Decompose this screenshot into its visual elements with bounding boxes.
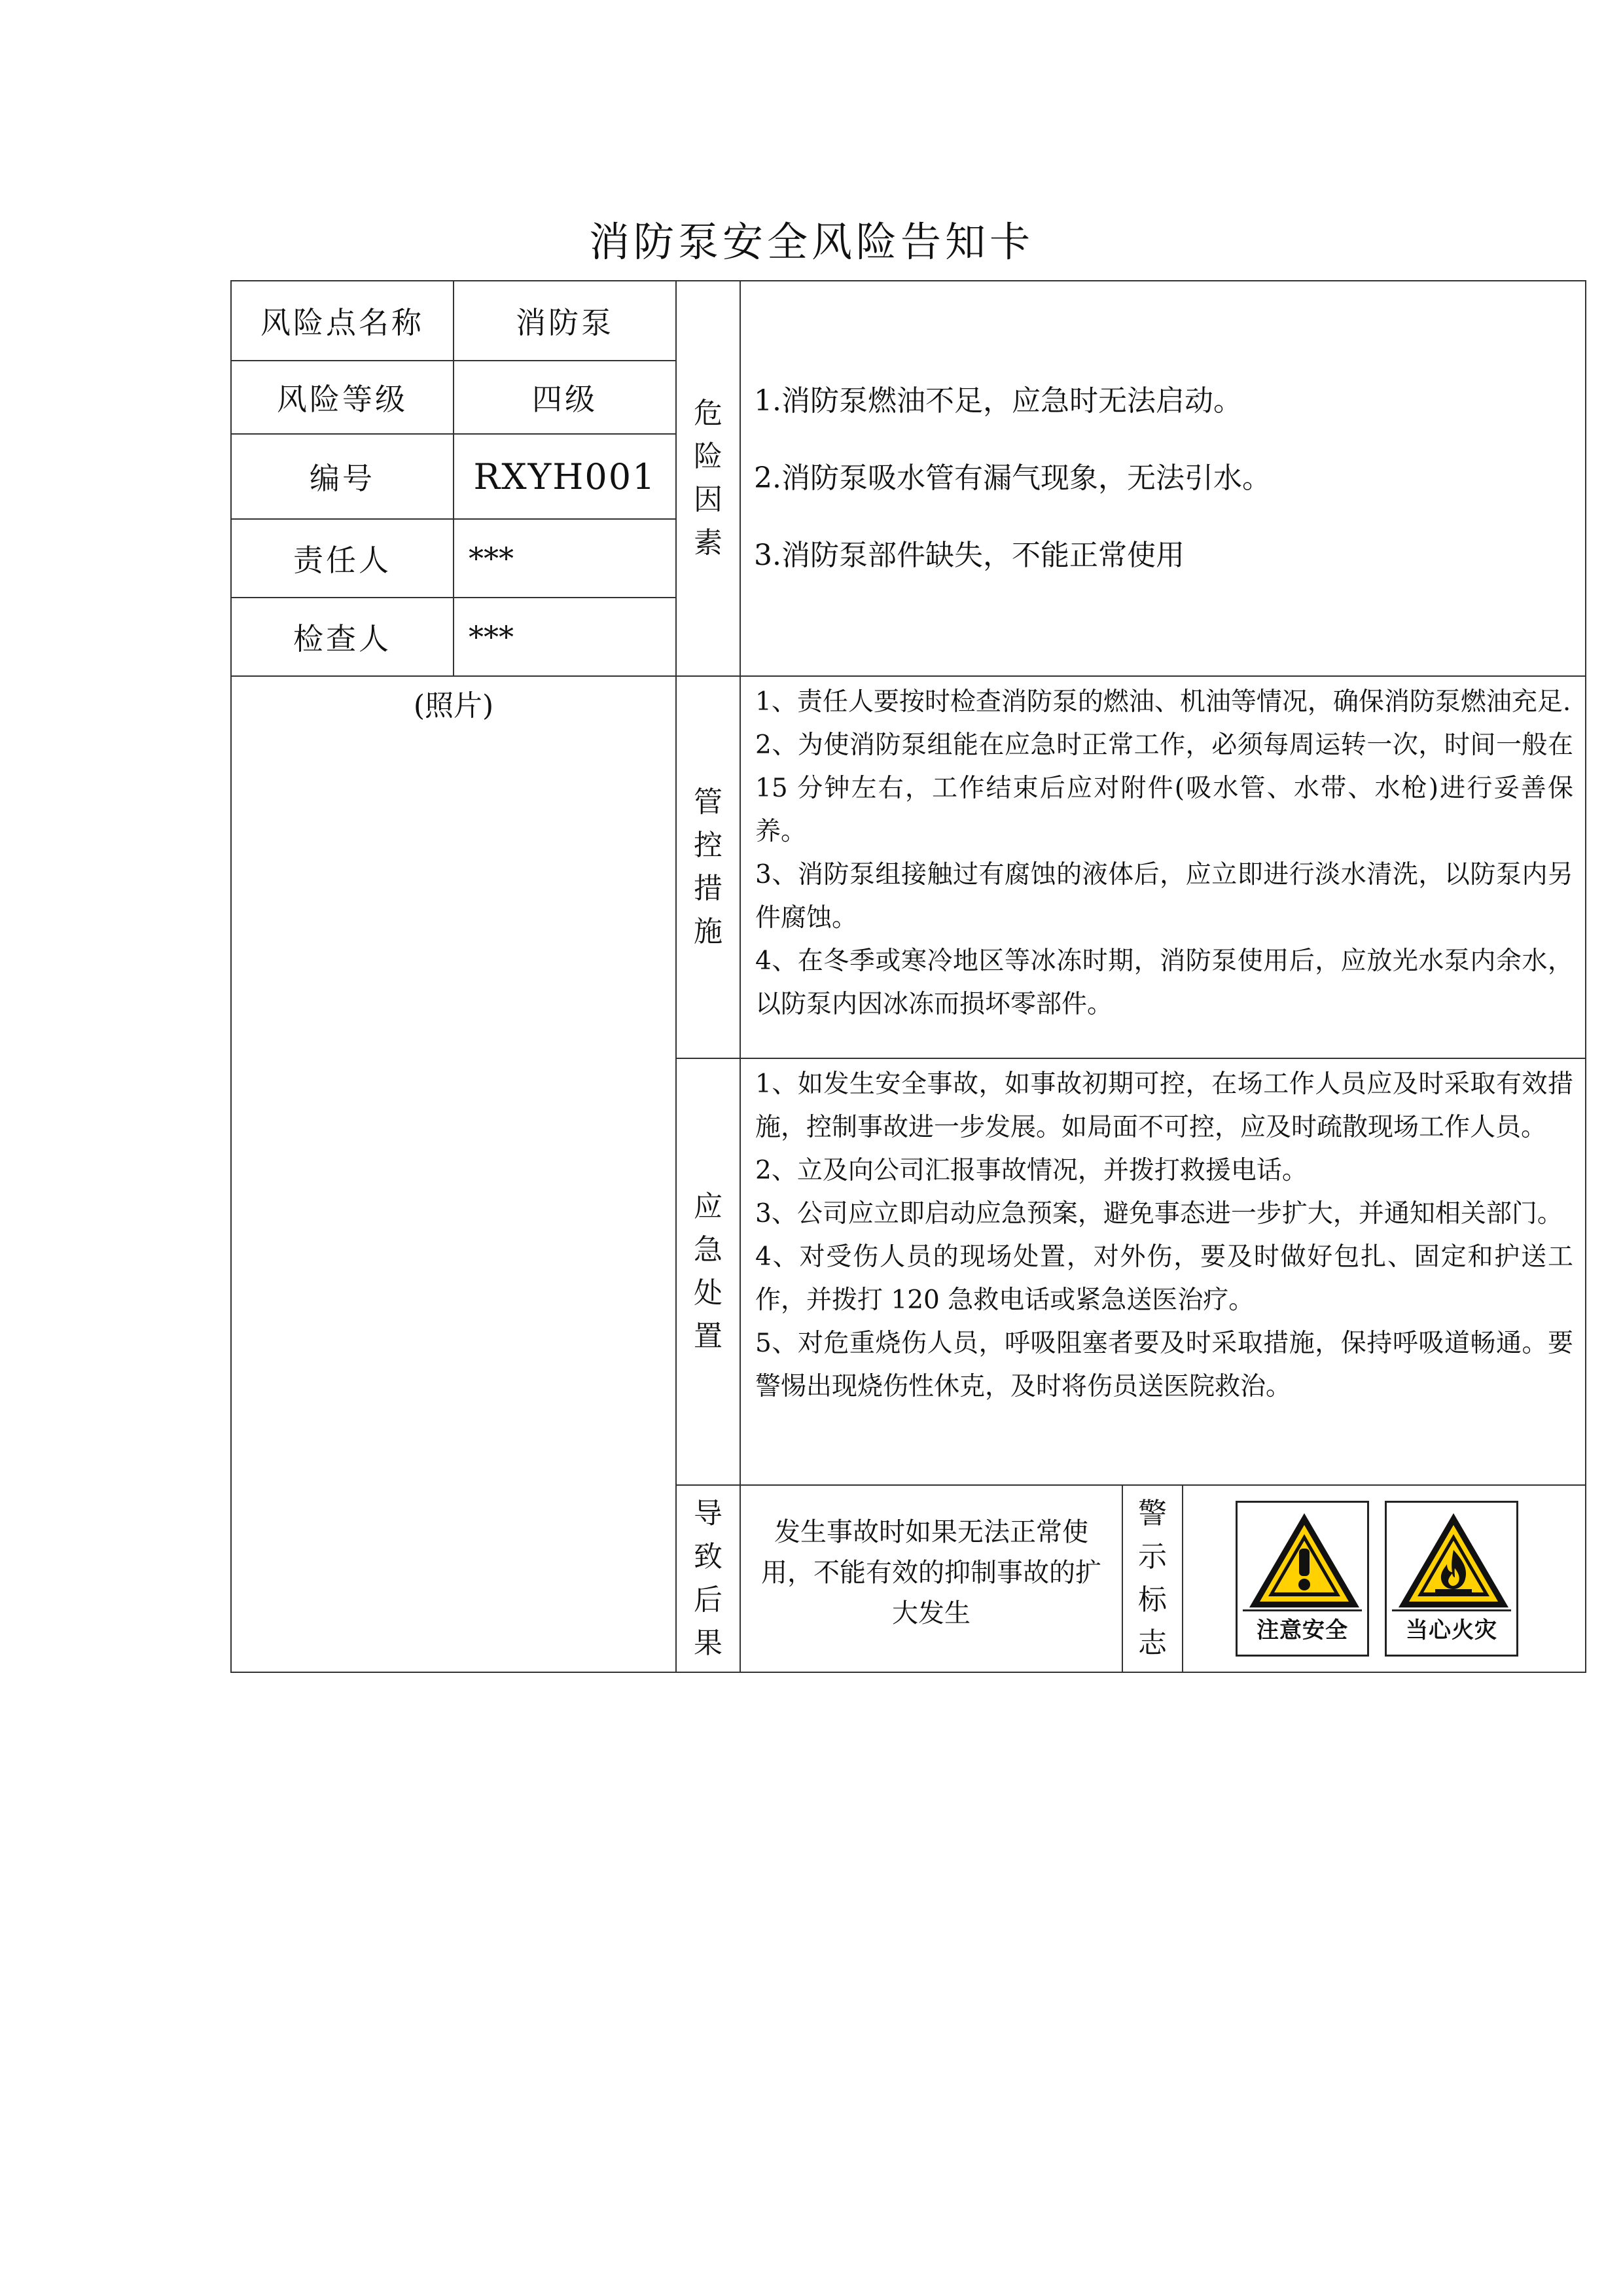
exclamation-warning-icon	[1245, 1509, 1363, 1611]
fire-warning-icon	[1395, 1509, 1512, 1611]
hazard-item: 2.消防泵吸水管有漏气现象，无法引水。	[754, 461, 1271, 495]
code-label: 编号	[231, 434, 454, 519]
caution-safety-sign	[1236, 1501, 1369, 1657]
control-item: 1、责任人要按时检查消防泵的燃油、机油等情况，确保消防泵燃油充足.	[755, 687, 1571, 717]
warning-label: 警 示 标 志	[1122, 1485, 1183, 1672]
sign-caption: 注意安全	[1243, 1609, 1362, 1649]
control-item: 2、为使消防泵组能在应急时正常工作，必须每周运转一次，时间一般在 15 分钟左右，工作结束后应对附件(吸水管、水带、水枪)进行妥善保养。	[755, 730, 1573, 846]
control-label: 管 控 措 施	[676, 676, 740, 1058]
code-value: RXYH001	[454, 434, 676, 519]
photo-placeholder: (照片)	[231, 676, 676, 1672]
emergency-label: 应 急 处 置	[676, 1058, 740, 1485]
hazard-item: 3.消防泵部件缺失，不能正常使用	[754, 539, 1185, 572]
sign-caption: 当心火灾	[1392, 1609, 1511, 1649]
emergency-measures	[740, 1058, 1586, 1485]
risk-point-value: 消防泵	[454, 281, 676, 361]
consequence-label: 导 致 后 果	[676, 1485, 740, 1672]
emergency-item: 2、立及向公司汇报事故情况，并拨打救援电话。	[755, 1156, 1308, 1185]
control-item: 3、消防泵组接触过有腐蚀的液体后，应立即进行淡水清洗，以防泵内另件腐蚀。	[755, 860, 1573, 933]
inspector-value: ***	[454, 598, 676, 676]
risk-card-table	[230, 280, 1586, 1673]
responsible-label: 责任人	[231, 519, 454, 598]
hazard-item: 1.消防泵燃油不足，应急时无法启动。	[754, 384, 1242, 418]
emergency-item: 4、对受伤人员的现场处置，对外伤，要及时做好包扎、固定和护送工作，并拨打 120 急救电话或紧急送医治疗。	[755, 1242, 1573, 1315]
risk-level-label: 风险等级	[231, 361, 454, 434]
control-item: 4、在冬季或寒冷地区等冰冻时期，消防泵使用后，应放光水泵内余水，以防泵内因冰冻而损坏零部件。	[755, 946, 1573, 1019]
emergency-item: 3、公司应立即启动应急预案，避免事态进一步扩大，并通知相关部门。	[755, 1199, 1563, 1229]
risk-level-value: 四级	[454, 361, 676, 434]
inspector-label: 检查人	[231, 598, 454, 676]
warning-signs	[1183, 1485, 1586, 1672]
fire-hazard-sign	[1385, 1501, 1518, 1657]
emergency-item: 1、如发生安全事故，如事故初期可控，在场工作人员应及时采取有效措施，控制事故进一步发展。如局面不可控，应及时疏散现场工作人员。	[755, 1069, 1573, 1142]
responsible-value: ***	[454, 519, 676, 598]
emergency-item: 5、对危重烧伤人员，呼吸阻塞者要及时采取措施，保持呼吸道畅通。要警惕出现烧伤性休克，及时将伤员送医院救治。	[755, 1329, 1573, 1401]
control-measures	[740, 676, 1586, 1058]
risk-point-label: 风险点名称	[231, 281, 454, 361]
hazard-label: 危 险 因 素	[676, 281, 740, 676]
hazard-list	[740, 281, 1586, 676]
consequence-text: 发生事故时如果无法正常使用，不能有效的抑制事故的扩大发生	[740, 1485, 1122, 1672]
page-title: 消防泵安全风险告知卡	[588, 218, 1034, 266]
